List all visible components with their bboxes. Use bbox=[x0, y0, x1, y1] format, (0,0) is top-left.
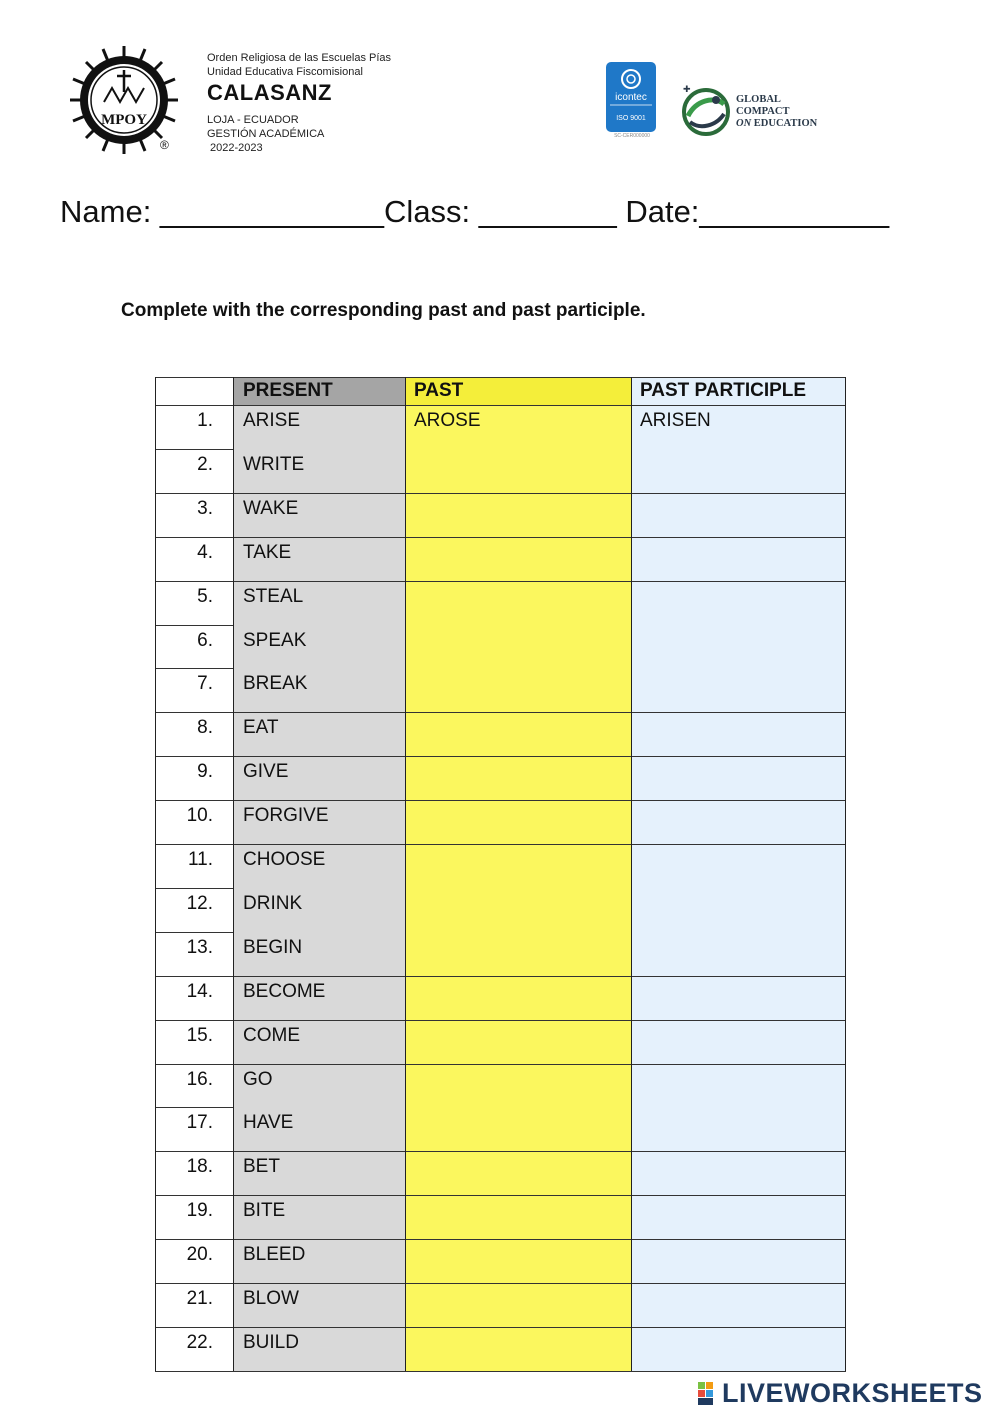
row-divider bbox=[155, 1020, 233, 1021]
row-number: 10. bbox=[186, 805, 213, 827]
svg-text:ISO 9001: ISO 9001 bbox=[616, 115, 646, 122]
present-column-bg bbox=[233, 377, 405, 1372]
name-class-date-line[interactable]: Name: _____________Class: ________ Date:___________ bbox=[60, 194, 890, 229]
org-line-1: Orden Religiosa de las Escuelas Pías bbox=[207, 52, 392, 64]
header-present: PRESENT bbox=[243, 380, 333, 401]
group-divider bbox=[233, 1283, 846, 1284]
row-divider bbox=[155, 1195, 233, 1196]
header-divider bbox=[155, 377, 846, 378]
column-divider bbox=[845, 377, 846, 1371]
present-verb: BET bbox=[243, 1156, 280, 1178]
group-divider bbox=[233, 1020, 846, 1021]
group-divider bbox=[233, 537, 846, 538]
row-divider bbox=[155, 756, 233, 757]
present-verb: BECOME bbox=[243, 980, 326, 1002]
global-compact-logo-icon bbox=[680, 86, 732, 138]
row-number: 16. bbox=[186, 1068, 213, 1090]
group-divider bbox=[233, 581, 846, 582]
global-compact-text bbox=[736, 94, 817, 130]
row-number: 15. bbox=[186, 1024, 213, 1046]
row-number: 9. bbox=[197, 761, 213, 783]
present-verb: WRITE bbox=[243, 453, 305, 475]
header-past: PAST bbox=[414, 380, 464, 401]
header-divider bbox=[155, 405, 846, 406]
row-number: 13. bbox=[186, 936, 213, 958]
registered-mark: ® bbox=[160, 138, 169, 152]
present-verb: BREAK bbox=[243, 673, 308, 695]
row-number: 8. bbox=[197, 717, 213, 739]
gc-line-1: GLOBAL bbox=[736, 94, 781, 105]
column-divider bbox=[631, 377, 632, 1371]
row-number: 7. bbox=[197, 673, 213, 695]
location-line-2: GESTIÓN ACADÉMICA bbox=[207, 128, 325, 140]
gc-line-3 bbox=[736, 118, 817, 130]
row-number: 19. bbox=[186, 1200, 213, 1222]
row-divider bbox=[155, 800, 233, 801]
row-number: 22. bbox=[186, 1331, 213, 1353]
present-verb: ARISE bbox=[243, 410, 301, 431]
row-divider bbox=[155, 449, 233, 450]
present-verb: SPEAK bbox=[243, 629, 307, 651]
row-number: 4. bbox=[197, 541, 213, 563]
present-verb: GO bbox=[243, 1068, 273, 1090]
row-number: 2. bbox=[197, 453, 213, 475]
present-verb: EAT bbox=[243, 717, 279, 739]
present-verb: TAKE bbox=[243, 541, 292, 563]
row-number: 20. bbox=[186, 1244, 213, 1266]
column-divider bbox=[405, 377, 406, 1371]
org-line-2: Unidad Educativa Fiscomisional bbox=[207, 66, 363, 78]
svg-text:icontec: icontec bbox=[615, 92, 647, 103]
row-number: 21. bbox=[186, 1288, 213, 1309]
row-divider bbox=[155, 888, 233, 889]
row-divider bbox=[155, 1239, 233, 1240]
row-divider bbox=[155, 537, 233, 538]
group-divider bbox=[233, 493, 846, 494]
present-verb: FORGIVE bbox=[243, 805, 329, 827]
row-number: 17. bbox=[186, 1112, 213, 1134]
row-divider bbox=[155, 625, 233, 626]
group-divider bbox=[233, 756, 846, 757]
present-verb: CHOOSE bbox=[243, 849, 326, 870]
icontec-badge-icon bbox=[606, 62, 656, 132]
present-verb: BITE bbox=[243, 1200, 286, 1222]
gc-plus-icon: ✚ bbox=[683, 84, 691, 94]
present-verb: GIVE bbox=[243, 761, 289, 783]
past-participle-column-bg[interactable] bbox=[631, 377, 846, 1372]
instruction-text: Complete with the corresponding past and past participle. bbox=[121, 300, 646, 321]
row-divider bbox=[155, 932, 233, 933]
row-divider bbox=[155, 1371, 233, 1372]
group-divider bbox=[233, 976, 846, 977]
present-verb: BUILD bbox=[243, 1331, 299, 1353]
liveworksheets-brand: LIVEWORKSHEETS bbox=[722, 1378, 983, 1408]
row-number: 12. bbox=[186, 892, 213, 914]
group-divider bbox=[233, 1327, 846, 1328]
icontec-certification-logo bbox=[606, 62, 656, 138]
past-participle-answer[interactable]: ARISEN bbox=[640, 410, 711, 431]
row-divider bbox=[155, 712, 233, 713]
location-line-1: LOJA - ECUADOR bbox=[207, 114, 299, 126]
gc-education: EDUCATION bbox=[753, 118, 818, 129]
row-number: 18. bbox=[186, 1156, 213, 1178]
row-divider bbox=[155, 844, 233, 845]
row-divider bbox=[155, 581, 233, 582]
group-divider bbox=[233, 800, 846, 801]
present-verb: BEGIN bbox=[243, 936, 303, 958]
group-divider bbox=[233, 1064, 846, 1065]
past-answer[interactable]: AROSE bbox=[414, 410, 481, 431]
present-verb: COME bbox=[243, 1024, 300, 1046]
group-divider bbox=[233, 844, 846, 845]
column-divider bbox=[233, 377, 234, 1371]
row-number: 6. bbox=[197, 629, 213, 651]
row-number: 14. bbox=[186, 980, 213, 1002]
row-divider bbox=[155, 1107, 233, 1108]
header-past-participle: PAST PARTICIPLE bbox=[640, 380, 807, 401]
row-divider bbox=[155, 1064, 233, 1065]
present-verb: BLOW bbox=[243, 1288, 299, 1309]
liveworksheets-logo-icon bbox=[698, 1380, 722, 1410]
group-divider bbox=[233, 1371, 846, 1372]
row-number: 3. bbox=[197, 497, 213, 519]
row-number: 5. bbox=[197, 585, 213, 607]
present-verb: DRINK bbox=[243, 892, 303, 914]
present-verb: HAVE bbox=[243, 1112, 294, 1134]
gc-on: ON bbox=[736, 118, 752, 129]
row-divider bbox=[155, 493, 233, 494]
row-divider bbox=[155, 1283, 233, 1284]
school-name: CALASANZ bbox=[207, 80, 332, 105]
icontec-cert-number: SC-CER000000 bbox=[614, 133, 650, 139]
gc-line-2: COMPACT bbox=[736, 106, 790, 117]
row-number: 1. bbox=[197, 410, 213, 431]
row-divider bbox=[155, 1151, 233, 1152]
present-verb: STEAL bbox=[243, 585, 304, 607]
row-divider bbox=[155, 668, 233, 669]
group-divider bbox=[233, 1195, 846, 1196]
svg-text:MPOY: MPOY bbox=[101, 112, 147, 128]
school-year: 2022-2023 bbox=[210, 142, 263, 154]
group-divider bbox=[233, 1151, 846, 1152]
past-column-bg[interactable] bbox=[405, 377, 631, 1372]
group-divider bbox=[233, 712, 846, 713]
row-number: 11. bbox=[187, 849, 213, 870]
group-divider bbox=[233, 1239, 846, 1240]
row-divider bbox=[155, 1327, 233, 1328]
present-verb: WAKE bbox=[243, 497, 299, 519]
present-verb: BLEED bbox=[243, 1244, 306, 1266]
row-divider bbox=[155, 976, 233, 977]
